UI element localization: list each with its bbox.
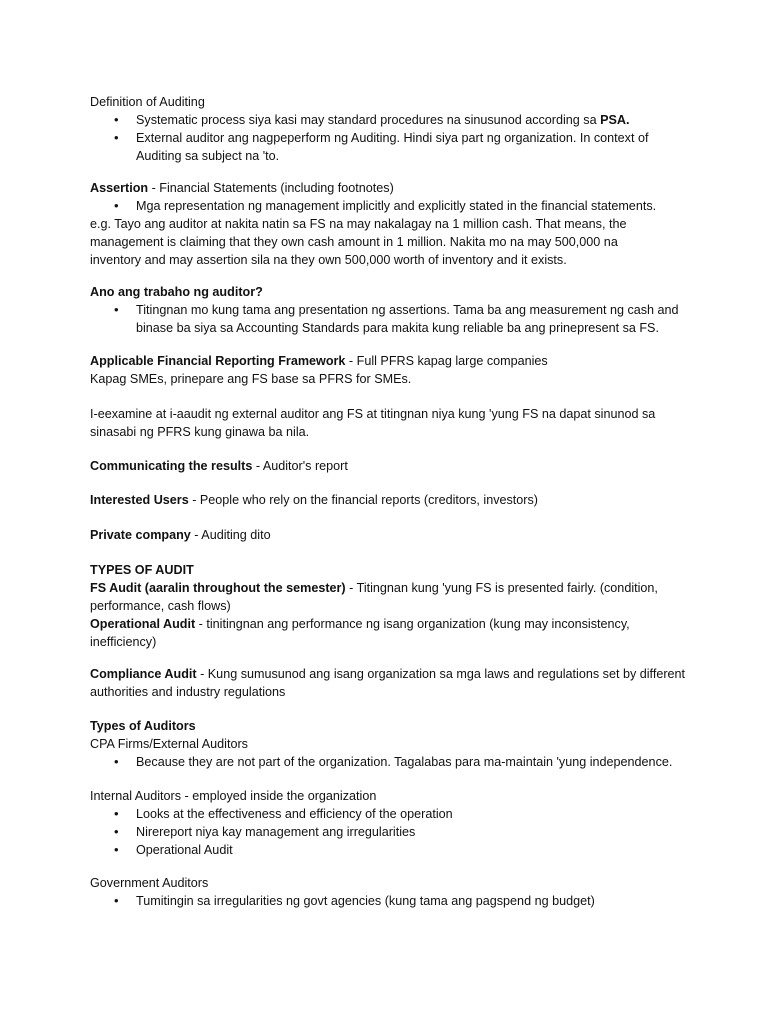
list-item: • Tumitingin sa irregularities ng govt agencies (kung tama ang pagspend ng budget) xyxy=(90,892,690,910)
list-item: • Mga representation ng management implicitly and explicitly stated in the financial statements. xyxy=(90,197,690,215)
examine-paragraph: I-eexamine at i-aaudit ng external auditor ang FS at titingnan niya kung 'yung FS na dapat sinunod sa sinasabi ng PFRS kung ginawa ba nila. xyxy=(90,407,656,439)
definition-section xyxy=(90,93,690,165)
auditor-job-section xyxy=(90,283,690,337)
communicating-line: Communicating the results - Auditor's report xyxy=(90,459,348,473)
private-company-line: Private company - Auditing dito xyxy=(90,528,271,542)
framework-section xyxy=(90,352,690,388)
cpa-firms-heading: CPA Firms/External Auditors xyxy=(90,737,248,751)
operational-audit-line: Operational Audit - tinitingnan ang performance ng isang organization (kung may inconsistency, xyxy=(90,617,630,631)
auditor-job-heading: Ano ang trabaho ng auditor? xyxy=(90,285,263,299)
framework-sme-line: Kapag SMEs, prinepare ang FS base sa PFRS for SMEs. xyxy=(90,372,412,386)
types-of-auditors-heading: Types of Auditors xyxy=(90,719,196,733)
list-item: • Nirereport niya kay management ang irregularities xyxy=(90,823,690,841)
types-of-audit-section: TYPES OF AUDIT FS Audit (aaralin throughout the semester) - Titingnan kung 'yung FS is presented fairly. (condition, performance, cash flows) Operational Audit - tinitingnan ang performance ng isang organization (kung may inconsistency, inefficiency) xyxy=(90,561,690,651)
framework-heading: Applicable Financial Reporting Framework - Full PFRS kapag large companies xyxy=(90,354,548,368)
types-of-auditors-section xyxy=(90,717,690,771)
fs-audit-line: FS Audit (aaralin throughout the semester) - Titingnan kung 'yung FS is presented fairly. (condition, xyxy=(90,581,658,595)
assertion-example: e.g. Tayo ang auditor at nakita natin sa FS na may nakalagay na 1 million cash. That means, the xyxy=(90,217,627,231)
list-item: • Operational Audit xyxy=(90,841,690,859)
internal-auditors-heading: Internal Auditors - employed inside the organization xyxy=(90,789,377,803)
list-item: • Systematic process siya kasi may standard procedures na sinusunod according sa PSA. xyxy=(90,111,690,129)
assertion-section: Assertion - Financial Statements (including footnotes) • Mga representation ng management implicitly and explicitly stated in the financial statements. e.g. Tayo ang auditor at nakita natin sa FS na may nakalagay na 1 million cash. That means, the management is claiming that they own cash amount in 1 million. Nakita mo na may 500,000 na inventory and may assertion sila na they own 500,000 worth of inventory and it exists. xyxy=(90,179,690,269)
interested-users-line: Interested Users - People who rely on the financial reports (creditors, investors) xyxy=(90,493,538,507)
government-auditors-section xyxy=(90,874,690,910)
definition-list xyxy=(90,111,690,165)
definition-heading: Definition of Auditing xyxy=(90,95,205,109)
internal-auditors-section xyxy=(90,787,690,859)
compliance-audit-section: Compliance Audit - Kung sumusunod ang isang organization sa mga laws and regulations set by different authorities and industry regulations xyxy=(90,667,686,699)
assertion-list xyxy=(90,197,690,215)
list-item: • External auditor ang nagpeperform ng Auditing. Hindi siya part ng organization. In context of Auditing sa subject na 'to. xyxy=(90,129,690,165)
list-item: • Looks at the effectiveness and efficiency of the operation xyxy=(90,805,690,823)
list-item: • Titingnan mo kung tama ang presentation ng assertions. Tama ba ang measurement ng cash and binase ba siya sa Accounting Standards para makita kung reliable ba ang prinepresent sa FS. xyxy=(90,301,690,337)
government-auditors-heading: Government Auditors xyxy=(90,876,209,890)
assertion-heading: Assertion - Financial Statements (including footnotes) xyxy=(90,181,394,195)
list-item: • Because they are not part of the organization. Tagalabas para ma-maintain 'yung independence. xyxy=(90,753,690,771)
types-of-audit-heading: TYPES OF AUDIT xyxy=(90,563,194,577)
